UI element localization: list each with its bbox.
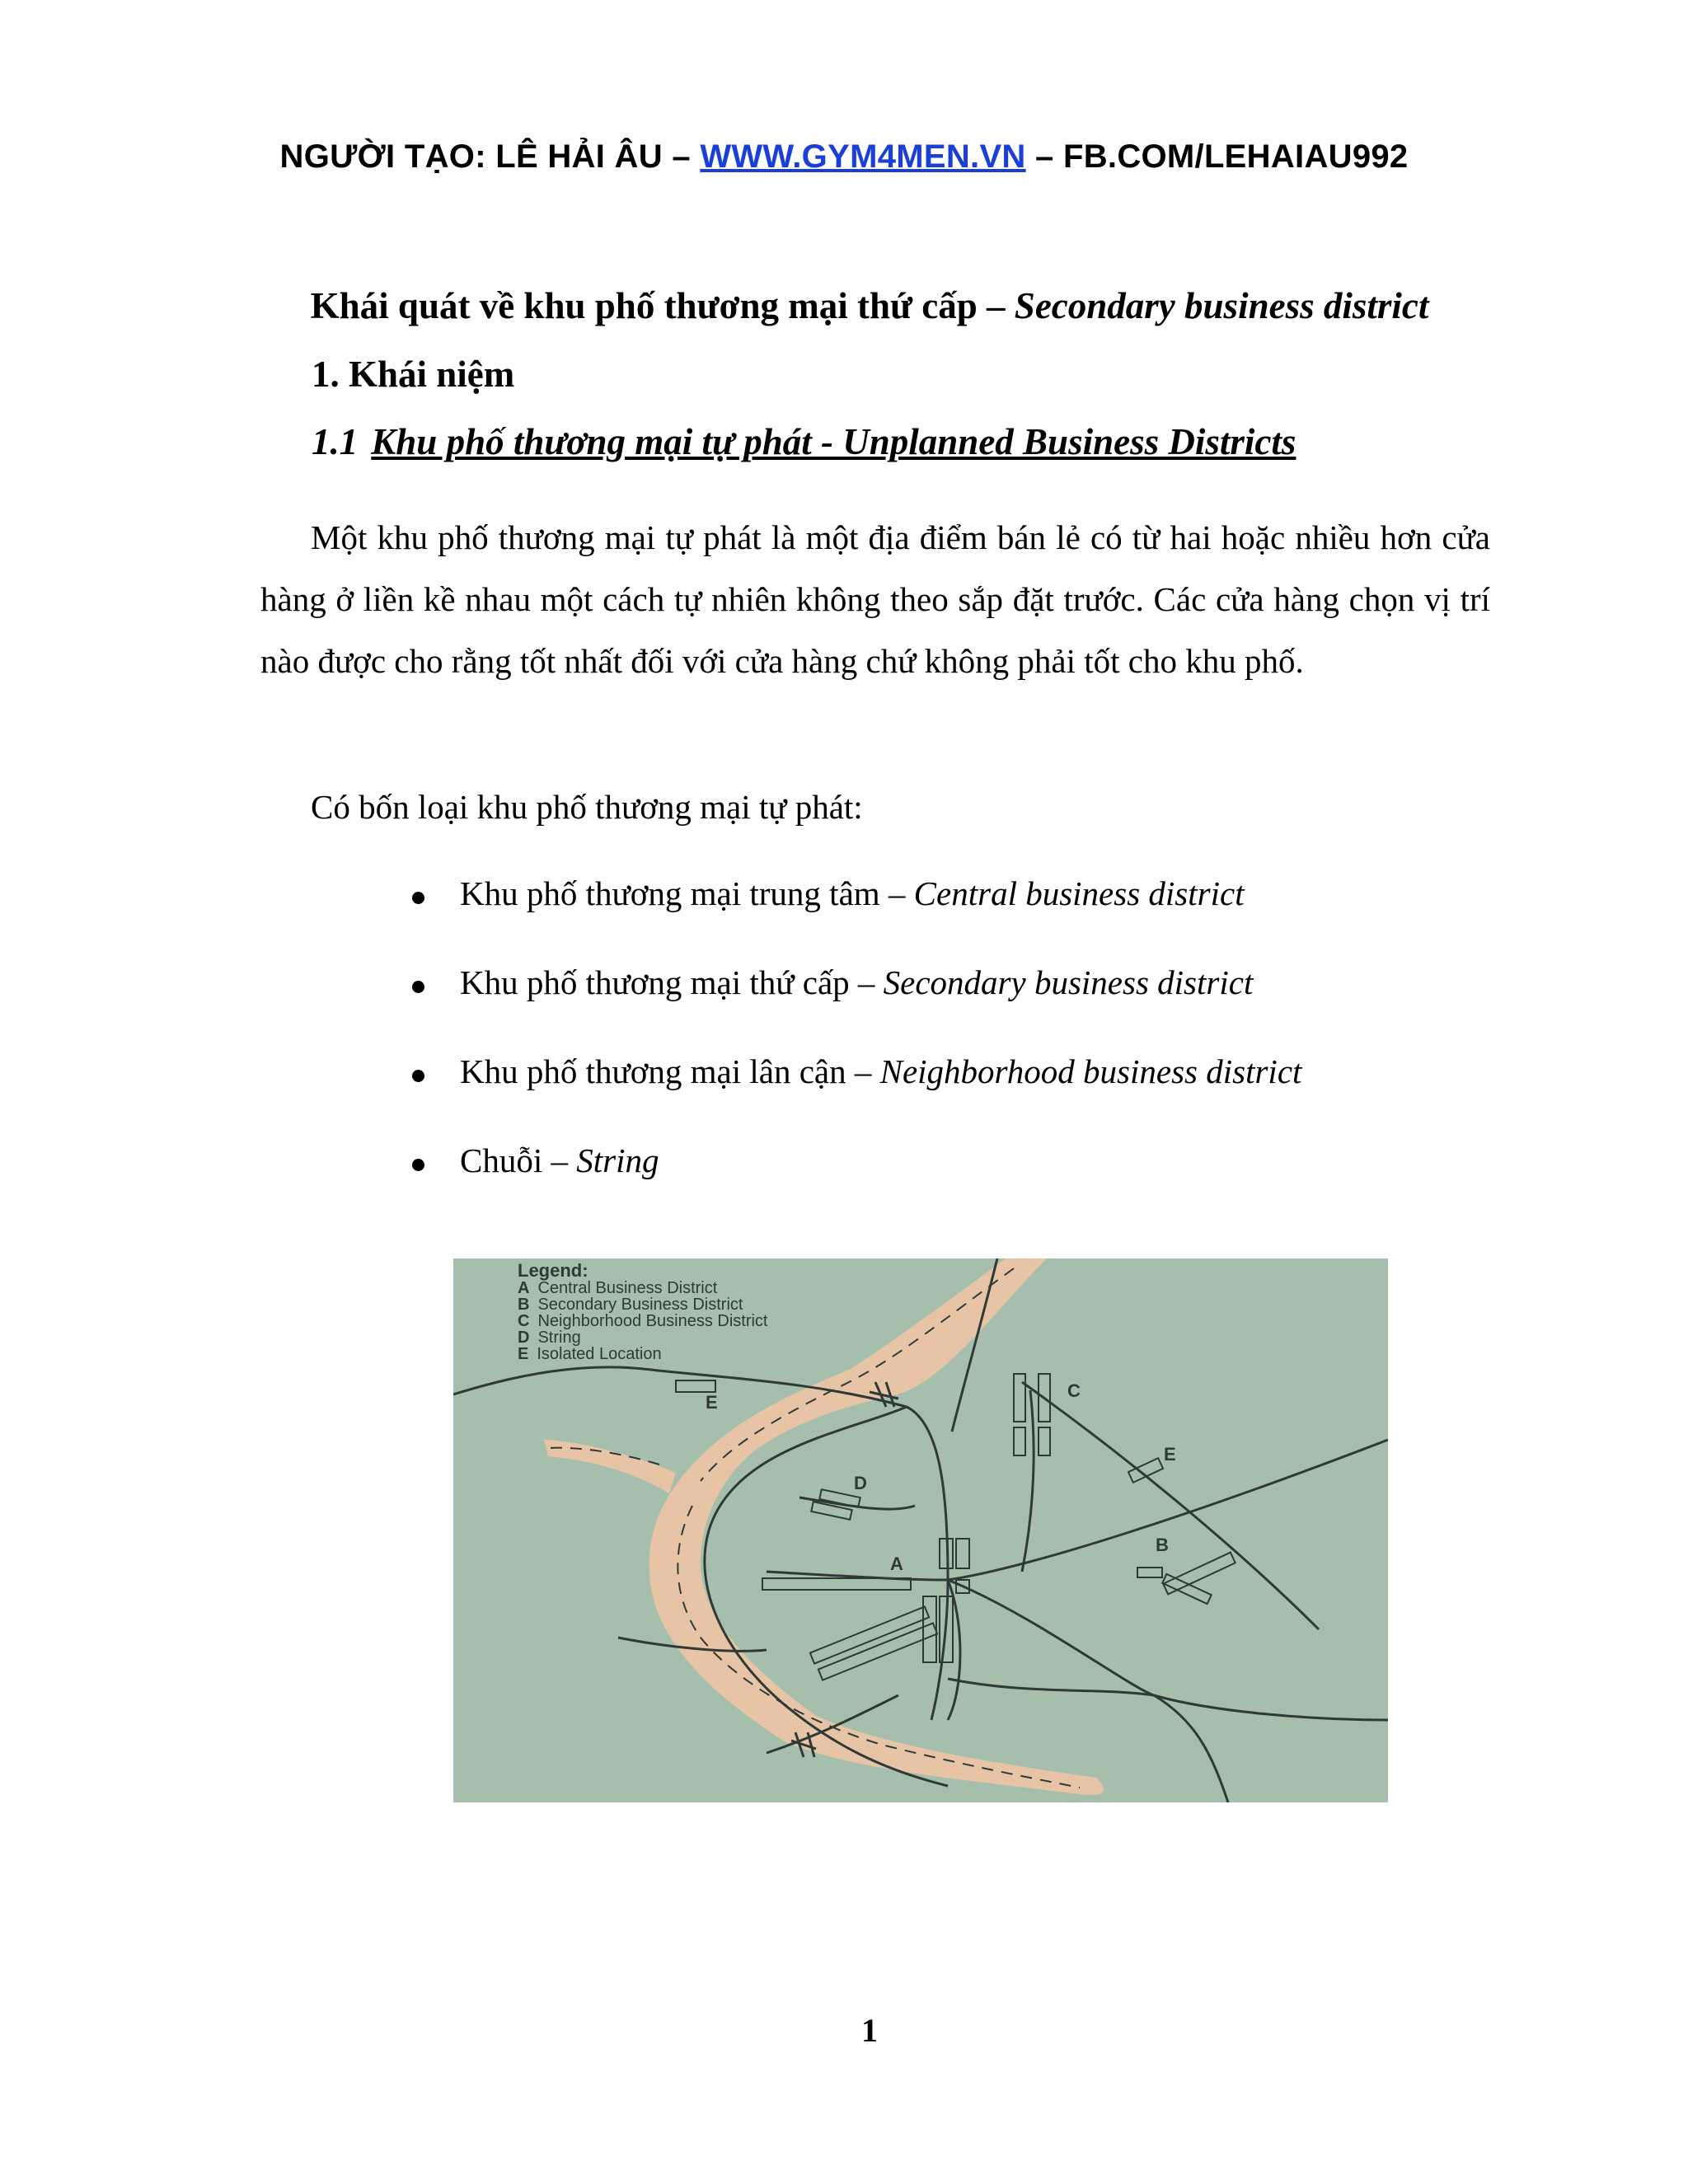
legend-key: D <box>518 1329 530 1347</box>
svg-text:ACentral Business District <box>518 1279 718 1297</box>
item-en: Secondary business district <box>883 963 1254 1001</box>
definition-paragraph: Một khu phố thương mại tự phát là một địa điểm bán lẻ có từ hai hoặc nhiều hơn cửa hàng ở liền kề nhau một cách tự nhiên không theo sắp đặt trước. Các cửa hàng chọn vị trí nào được cho rằng tốt nhất đối với cửa hàng chứ không phải tốt cho khu phố. <box>260 518 1490 680</box>
list-intro: Có bốn loại khu phố thương mại tự phát: <box>311 788 863 826</box>
map-label-e-east: E <box>1164 1444 1176 1465</box>
svg-text:CNeighborhood Business Distric <box>518 1312 768 1330</box>
bullet-icon <box>412 981 424 993</box>
legend-label: Isolated Location <box>537 1345 662 1363</box>
header-facebook: – FB.COM/LEHAIAU992 <box>1025 138 1409 175</box>
map-label-d: D <box>854 1473 867 1493</box>
map-label-c: C <box>1067 1380 1081 1401</box>
legend-label: String <box>537 1329 581 1347</box>
section-heading-1-1 <box>312 420 1296 463</box>
legend-key: C <box>518 1312 530 1330</box>
legend-key: B <box>518 1296 530 1314</box>
svg-text:BSecondary Business District <box>518 1296 743 1314</box>
map-label-e-west: E <box>706 1392 718 1413</box>
document-title <box>0 284 1688 327</box>
legend-title: Legend: <box>518 1260 588 1281</box>
page-number: 1 <box>861 2012 878 2049</box>
title-english: Secondary business district <box>1014 285 1429 326</box>
map-label-b: B <box>1156 1535 1169 1555</box>
bullet-icon <box>412 1070 424 1082</box>
item-vi: Khu phố thương mại thứ cấp – <box>460 963 884 1001</box>
header-author: NGƯỜI TẠO: LÊ HẢI ÂU – <box>279 138 701 175</box>
title-vietnamese: Khái quát về khu phố thương mại thứ cấp – <box>310 285 1015 326</box>
svg-text:EIsolated Location <box>518 1345 662 1363</box>
business-district-map <box>453 1258 1388 1802</box>
item-vi: Khu phố thương mại trung tâm – <box>460 874 914 912</box>
section-heading-1: 1. Khái niệm <box>312 354 515 395</box>
website-link[interactable]: WWW.GYM4MEN.VN <box>700 138 1026 175</box>
item-vi: Khu phố thương mại lân cận – <box>460 1052 880 1090</box>
bullet-icon <box>412 892 424 904</box>
legend-key: E <box>518 1345 529 1363</box>
svg-text:DString <box>518 1329 581 1347</box>
item-en: Neighborhood business district <box>879 1052 1302 1090</box>
item-en: String <box>576 1141 659 1179</box>
legend-label: Central Business District <box>537 1279 718 1297</box>
map-label-a: A <box>890 1554 903 1574</box>
item-en: Central business district <box>913 874 1245 912</box>
section-number: 1.1 <box>312 421 359 462</box>
legend-label: Secondary Business District <box>537 1296 743 1314</box>
section-title: Khu phố thương mại tự phát - Unplanned Business Districts <box>371 421 1296 462</box>
bullet-icon <box>412 1159 424 1171</box>
item-vi: Chuỗi – <box>460 1141 577 1179</box>
legend-label: Neighborhood Business District <box>537 1312 768 1330</box>
page-header <box>0 138 1688 176</box>
legend-key: A <box>518 1279 530 1297</box>
